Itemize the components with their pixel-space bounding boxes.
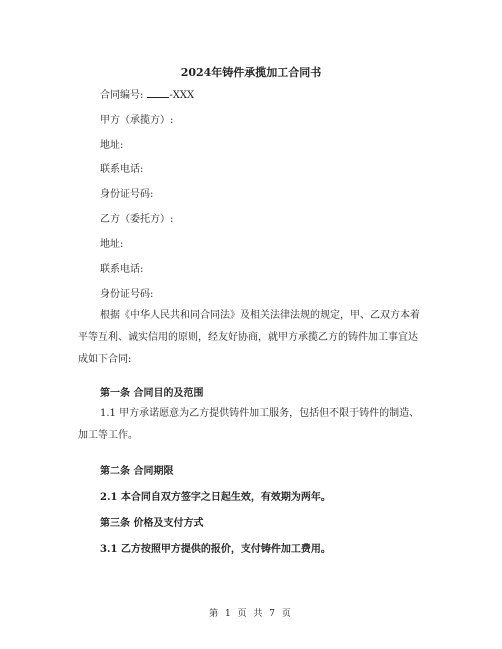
article-2-text: 2.1 本合同自双方签字之日起生效，有效期为两年。 <box>100 492 331 503</box>
party-b-address: 地址: <box>100 239 124 250</box>
intro-paragraph: 根据《中华人民共和同合同法》及相关法律法规的规定，甲、乙双方本着平等互利、诚实信用的原则，经友好协商，就甲方承揽乙方的铸件加工事宜达成如下合同: <box>78 310 420 365</box>
party-b-label: 乙方（委托方）: <box>100 214 174 225</box>
document-title: 2024年铸件承揽加工合同书 <box>180 66 322 79</box>
party-a-id: 身份证号码: <box>100 189 154 200</box>
party-a-label: 甲方（承揽方）: <box>100 115 174 126</box>
article-2-title: 第二条 合同期限 <box>100 466 174 477</box>
contract-number-blank <box>147 88 169 98</box>
contract-number-value: -XXX <box>169 90 195 101</box>
party-b-id: 身份证号码: <box>100 289 154 300</box>
party-b-phone: 联系电话: <box>100 264 144 275</box>
party-a-address: 地址: <box>100 140 124 151</box>
article-1-text: 1.1 甲方承诺愿意为乙方提供铸件加工服务，包括但不限于铸件的制造、加工等工作。 <box>78 408 420 441</box>
contract-number-label: 合同编号: <box>100 90 144 101</box>
contract-number-line <box>100 86 194 101</box>
article-1-title: 第一条 合同目的及范围 <box>100 388 204 399</box>
article-3-text: 3.1 乙方按照甲方提供的报价，支付铸件加工费用。 <box>100 544 331 555</box>
page-footer: 第 1 页 共 7 页 <box>209 609 293 619</box>
party-a-phone: 联系电话: <box>100 164 144 175</box>
article-3-title: 第三条 价格及支付方式 <box>100 518 204 529</box>
